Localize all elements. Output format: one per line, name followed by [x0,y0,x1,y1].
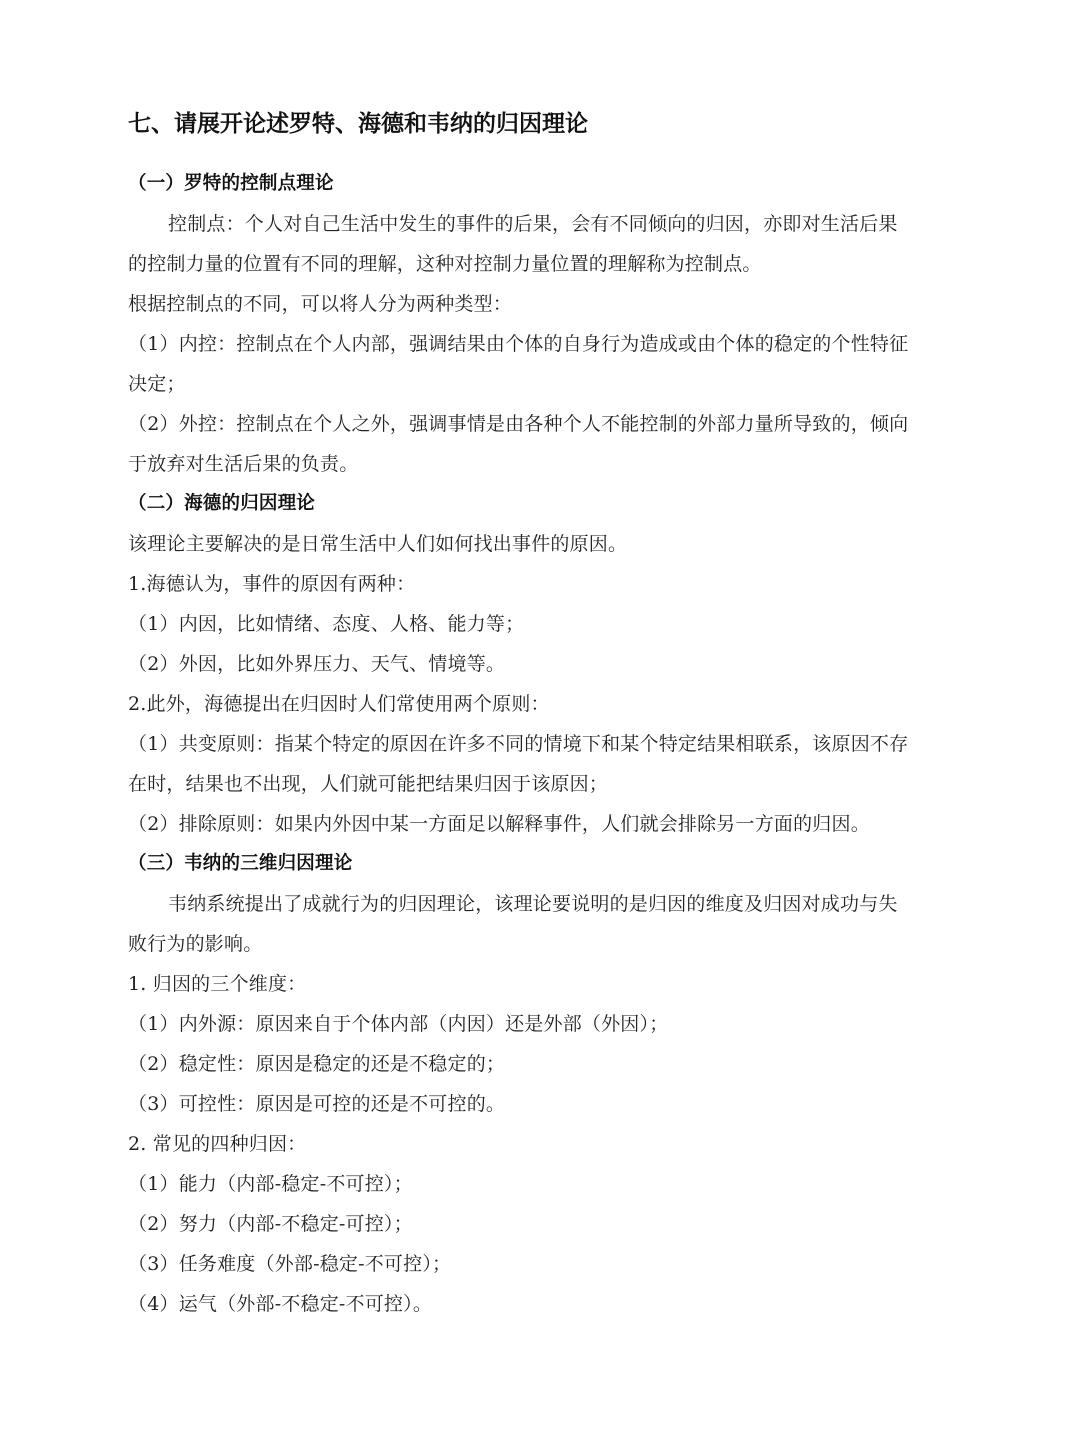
paragraph-line: （1）能力（内部-稳定-不可控）； [128,1173,413,1195]
paragraph-line: 1.海德认为，事件的原因有两种： [128,573,416,595]
paragraph-line: （1）内控：控制点在个人内部，强调结果由个体的自身行为造成或由个体的稳定的个性特征 [128,333,909,355]
paragraph-line: 该理论主要解决的是日常生活中人们如何找出事件的原因。 [128,533,628,555]
paragraph-line: （1）内因，比如情绪、态度、人格、能力等； [128,613,525,635]
section-heading: （二）海德的归因理论 [128,493,316,514]
paragraph-line: 韦纳系统提出了成就行为的归因理论，该理论要说明的是归因的维度及归因对成功与失 [168,893,898,915]
paragraph-line: 的控制力量的位置有不同的理解，这种对控制力量位置的理解称为控制点。 [128,253,762,275]
paragraph-line: 在时，结果也不出现，人们就可能把结果归因于该原因； [128,773,609,795]
section-heading: （一）罗特的控制点理论 [128,173,334,194]
paragraph-line: （2）外因，比如外界压力、天气、情境等。 [128,653,506,675]
paragraph-line: 决定； [128,373,186,395]
document-body [128,164,958,1324]
paragraph-line: 败行为的影响。 [128,933,263,955]
paragraph-line: （1）内外源：原因来自于个体内部（内因）还是外部（外因）； [128,1013,669,1035]
section-heading: （三）韦纳的三维归因理论 [128,853,353,874]
paragraph-line: （3）任务难度（外部-稳定-不可控）； [128,1253,452,1275]
paragraph-line: （2）排除原则：如果内外因中某一方面足以解释事件，人们就会排除另一方面的归因。 [128,813,870,835]
paragraph-line: （2）努力（内部-不稳定-可控）； [128,1213,413,1235]
paragraph-line: 于放弃对生活后果的负责。 [128,453,359,475]
paragraph-line: （1）共变原则：指某个特定的原因在许多不同的情境下和某个特定结果相联系，该原因不存 [128,733,909,755]
paragraph-line: 控制点：个人对自己生活中发生的事件的后果，会有不同倾向的归因，亦即对生活后果 [168,213,898,235]
paragraph-line: （2）稳定性：原因是稳定的还是不稳定的； [128,1053,506,1075]
paragraph-line: 2.此外，海德提出在归因时人们常使用两个原则： [128,693,550,715]
paragraph-line: 根据控制点的不同，可以将人分为两种类型： [128,293,513,315]
paragraph-line: 1. 归因的三个维度： [128,973,307,995]
paragraph-line: （3）可控性：原因是可控的还是不可控的。 [128,1093,506,1115]
paragraph-line: 2. 常见的四种归因： [128,1133,307,1155]
document-title: 七、请展开论述罗特、海德和韦纳的归因理论 [128,111,588,137]
paragraph-line: （2）外控：控制点在个人之外，强调事情是由各种个人不能控制的外部力量所导致的，倾向 [128,413,909,435]
paragraph-line: （4）运气（外部-不稳定-不可控）。 [128,1293,433,1315]
